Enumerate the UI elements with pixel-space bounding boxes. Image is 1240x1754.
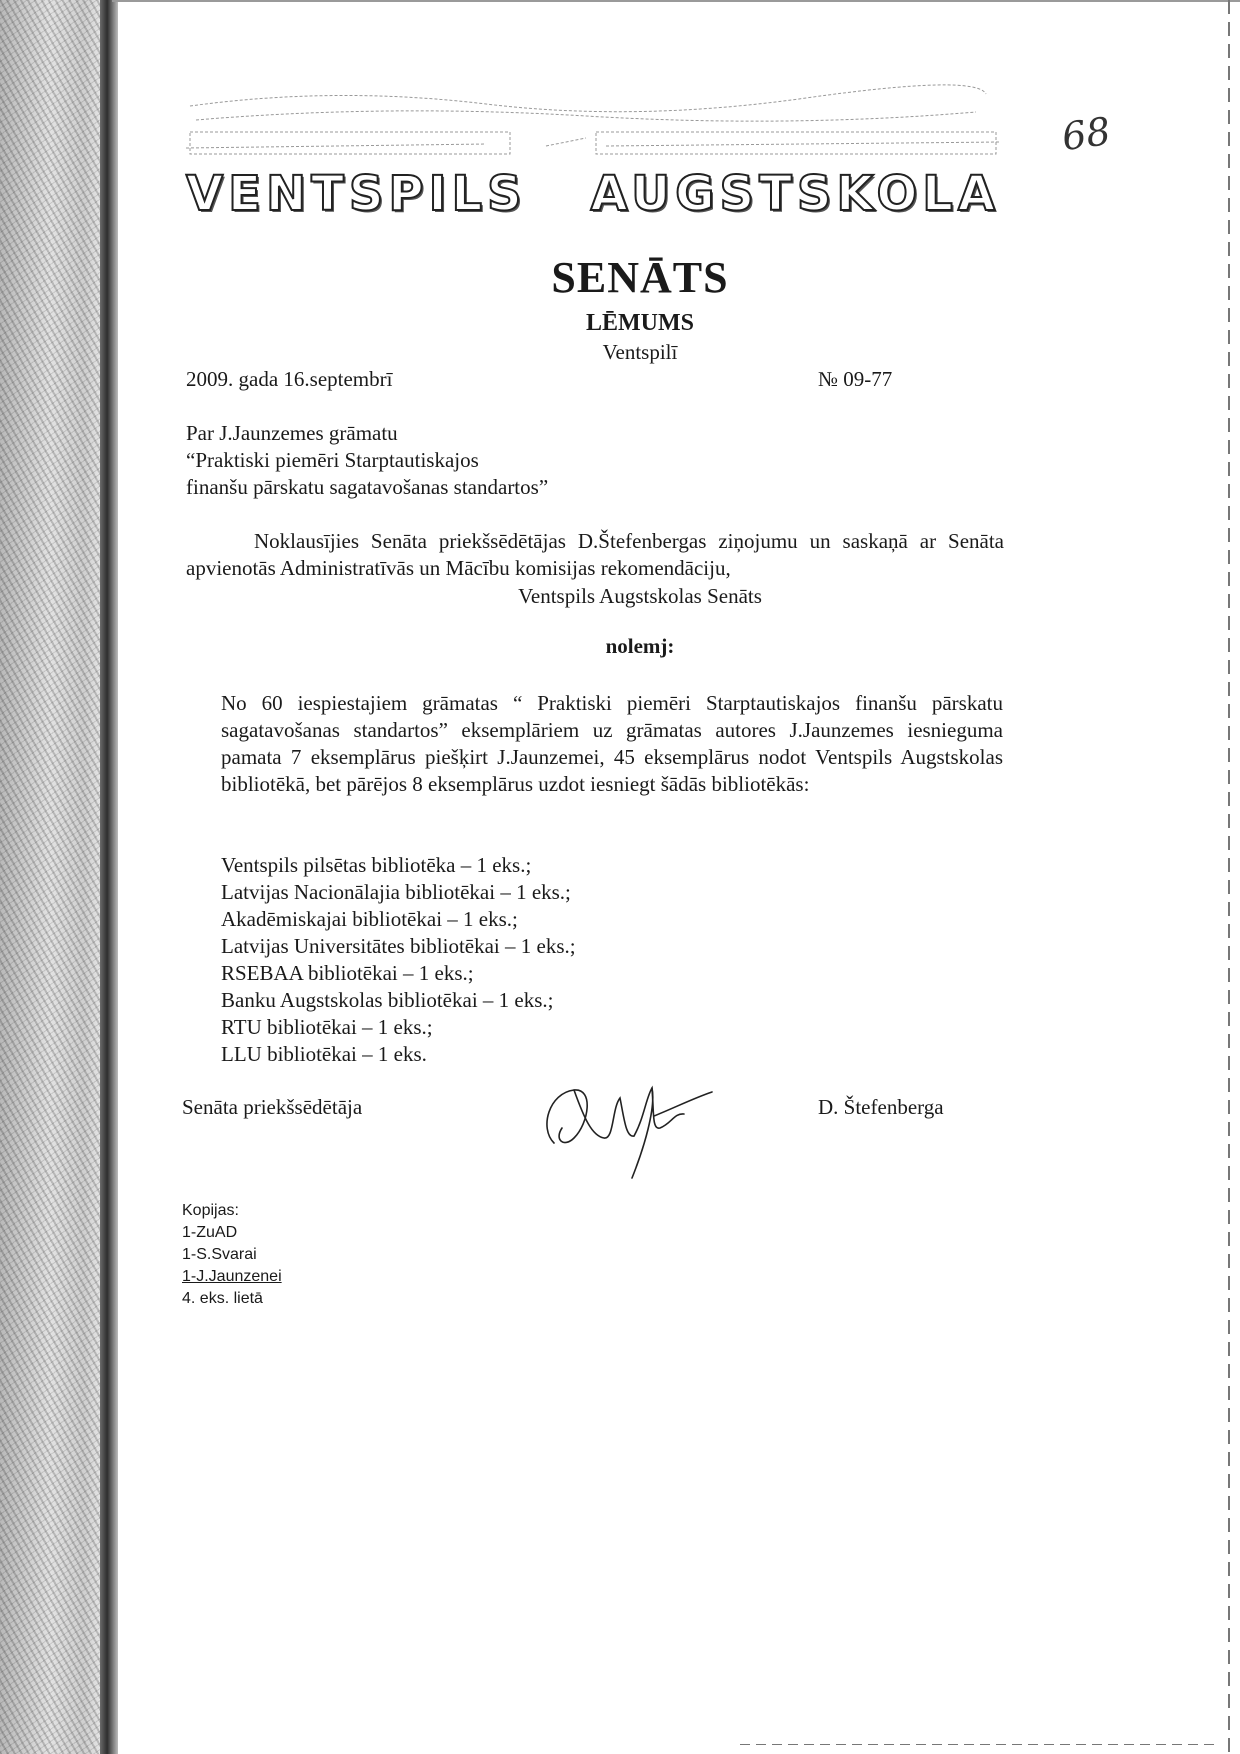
subject-line: Par J.Jaunzemes grāmatu: [186, 421, 398, 445]
library-list: [221, 852, 576, 1068]
decision-label: nolemj:: [605, 634, 675, 658]
subject-line: finanšu pārskatu sagatavošanas standartos”: [186, 475, 549, 499]
list-item: Banku Augstskolas bibliotēkai – 1 eks.;: [221, 988, 554, 1012]
document-place: Ventspilī: [602, 340, 678, 364]
bottom-scan-border: [740, 1744, 1220, 1745]
document-date: 2009. gada 16.septembrī: [186, 367, 393, 391]
copies-item: 1-S.Svarai: [182, 1246, 257, 1263]
list-item: Akadēmiskajai bibliotēkai – 1 eks.;: [221, 907, 518, 931]
subject-line: “Praktiski piemēri Starptautiskajos: [186, 448, 479, 472]
list-item: Ventspils pilsētas bibliotēka – 1 eks.;: [221, 853, 532, 877]
copies-item: 1-ZuAD: [182, 1224, 238, 1241]
signatory-role: Senāta priekšsēdētāja: [182, 1095, 363, 1119]
list-item: Latvijas Nacionālajia bibliotēkai – 1 eks.;: [221, 880, 571, 904]
handwritten-signature: [534, 1068, 724, 1188]
decision-paragraph: No 60 iespiestajiem grāmatas “ Praktiski piemēri Starptautiskajos finanšu pārskatu sagatavošanas standartos” eksemplāriem uz grāmatas autores J.Jaunzemes iesnieguma pamata 7 eksemplārus piešķirt J.Jaunzemei, 45 eksemplārus nodot Ventspils Augstskolas bibliotēkā, bet pārējos 8 eksemplārus uzdot iesniegt šādās bibliotēkās:: [221, 691, 1003, 796]
letterhead-decoration: [186, 76, 1006, 166]
institution-logo: [186, 166, 1000, 222]
document-number: № 09-77: [818, 367, 893, 391]
copies-label: Kopijas:: [182, 1202, 239, 1219]
document-type: LĒMUMS: [586, 310, 694, 336]
document-subject: [186, 420, 548, 501]
list-item: RSEBAA bibliotēkai – 1 eks.;: [221, 961, 474, 985]
logo-word-1: VENTSPILS: [186, 166, 527, 222]
intro-subject-line: Ventspils Augstskolas Senāts: [518, 584, 762, 608]
copies-item: 4. eks. lietā: [182, 1290, 263, 1307]
copies-block: [182, 1200, 282, 1310]
intro-paragraph: Noklausījies Senāta priekšsēdētājas D.Štefenbergas ziņojumu un saskaņā ar Senāta apvienotās Administratīvās un Mācību komisijas rekomendāciju,: [186, 529, 1004, 580]
copies-item: 1-J.Jaunzenei: [182, 1268, 282, 1285]
document-body-title: SENĀTS: [551, 253, 729, 302]
top-scan-border: [112, 0, 1240, 2]
list-item: RTU bibliotēkai – 1 eks.;: [221, 1015, 433, 1039]
list-item: Latvijas Universitātes bibliotēkai – 1 eks.;: [221, 934, 576, 958]
signatory-name: D. Štefenberga: [818, 1095, 944, 1119]
logo-word-2: AUGSTSKOLA: [590, 166, 1000, 222]
handwritten-page-number: 68: [1059, 108, 1114, 160]
list-item: LLU bibliotēkai – 1 eks.: [221, 1042, 427, 1066]
